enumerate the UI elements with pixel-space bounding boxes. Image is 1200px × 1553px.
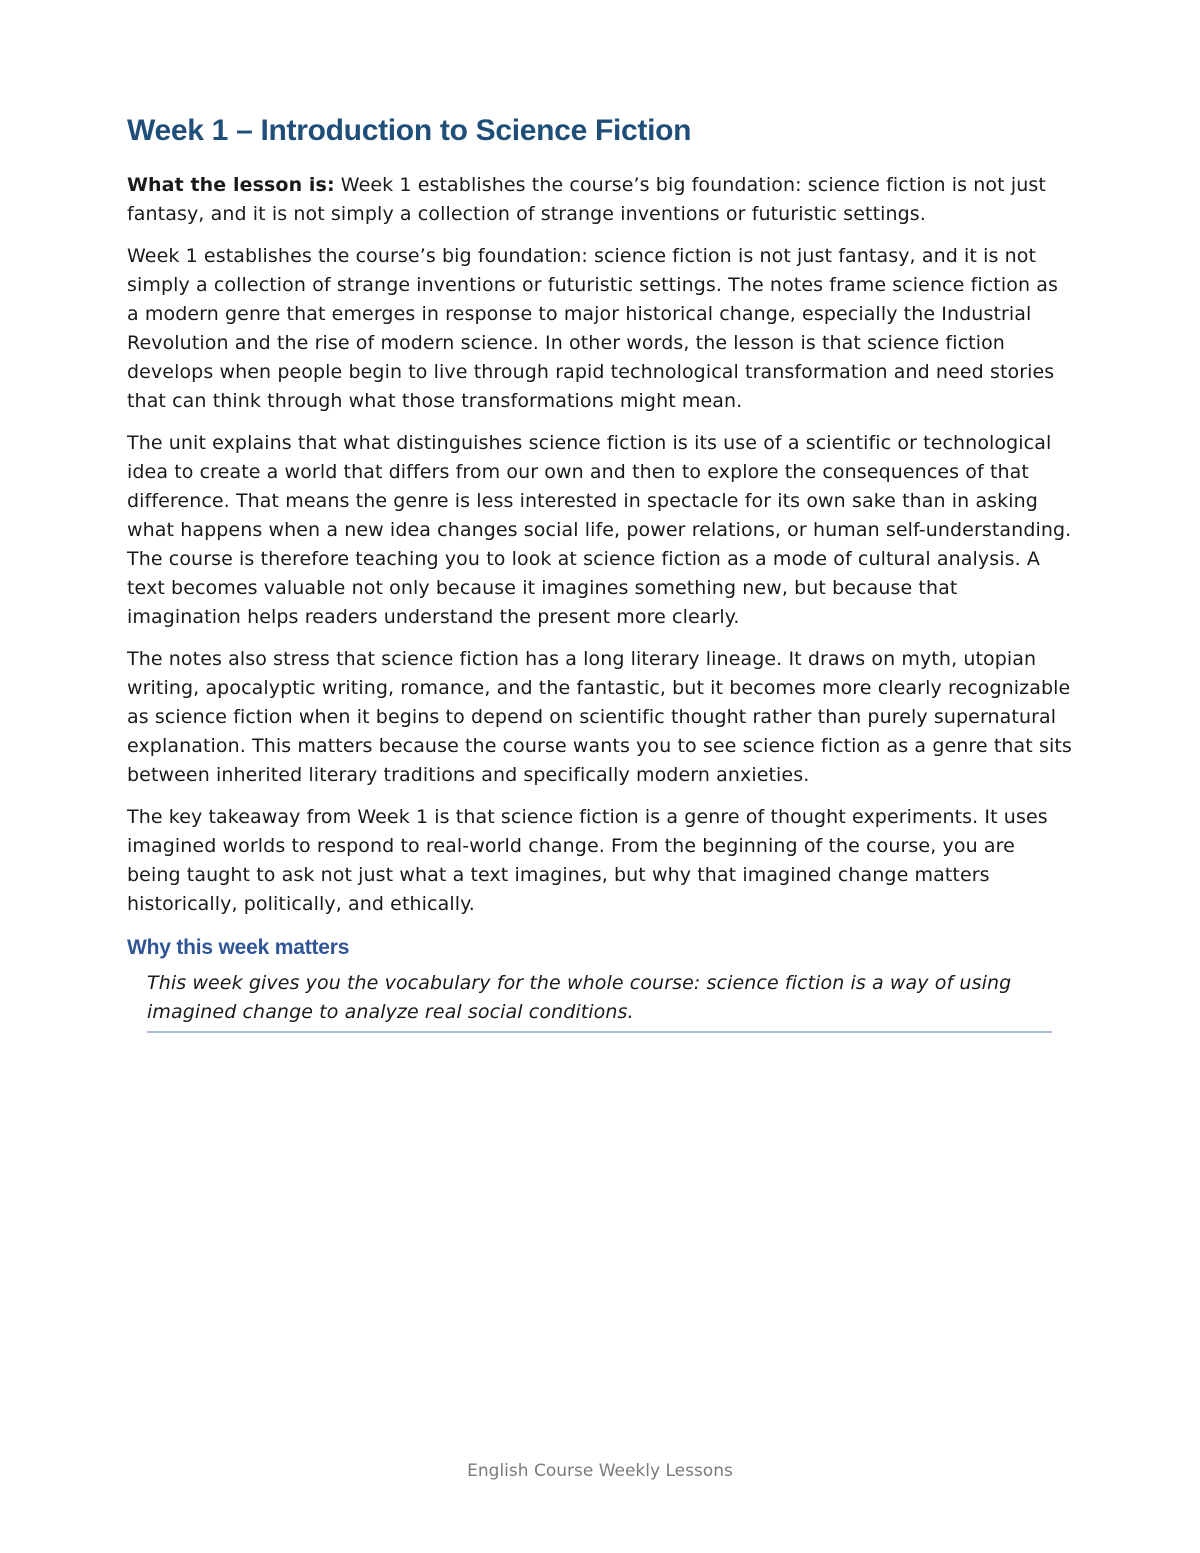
page-title: Week 1 – Introduction to Science Fiction [127, 114, 692, 147]
document-body [127, 108, 1072, 1033]
body-paragraph-3: The notes also stress that science fiction has a long literary lineage. It draws on myth, utopian writing, apocalyptic writing, romance, and the fantastic, but it becomes more clearly recognizable as science fiction when it begins to depend on scientific thought rather than purely supernatural explanation. This matters because the course wants you to see science fiction as a genre that sits between inherited literary traditions and specifically modern anxieties. [127, 648, 1072, 786]
lead-paragraph [127, 171, 1072, 229]
intense-quote-block [147, 969, 1052, 1033]
section-heading-why-this-week-matters: Why this week matters [127, 936, 350, 959]
body-paragraph-4: The key takeaway from Week 1 is that science fiction is a genre of thought experiments. It uses imagined worlds to respond to real-world change. From the beginning of the course, you are being taught to ask not just what a text imagines, but why that imagined change matters historically, politically, and ethically. [127, 806, 1048, 915]
body-paragraph-2: The unit explains that what distinguishes science fiction is its use of a scientific or technological idea to create a world that differs from our own and then to explore the consequences of that difference. That means the genre is less interested in spectacle for its own sake than in asking what happens when a new idea changes social life, power relations, or human self-understanding. The course is therefore teaching you to look at science fiction as a mode of cultural analysis. A text becomes valuable not only because it imagines something new, but because that imagination helps readers understand the present more clearly. [127, 432, 1072, 628]
lead-text: Week 1 establishes the course’s big foundation: science fiction is not just fantasy, and it is not simply a collection of strange inventions or futuristic settings. [127, 174, 1046, 225]
page-footer: English Course Weekly Lessons [467, 1461, 733, 1481]
lead-label: What the lesson is: [127, 174, 335, 196]
quote-text: This week gives you the vocabulary for the whole course: science fiction is a way of using imagined change to analyze real social conditions. [147, 972, 1012, 1023]
body-paragraph-1: Week 1 establishes the course’s big foundation: science fiction is not just fantasy, and it is not simply a collection of strange inventions or futuristic settings. The notes frame science fiction as a modern genre that emerges in response to major historical change, especially the Industrial Revolution and the rise of modern science. In other words, the lesson is that science fiction develops when people begin to live through rapid technological transformation and need stories that can think through what those transformations might mean. [127, 245, 1058, 412]
